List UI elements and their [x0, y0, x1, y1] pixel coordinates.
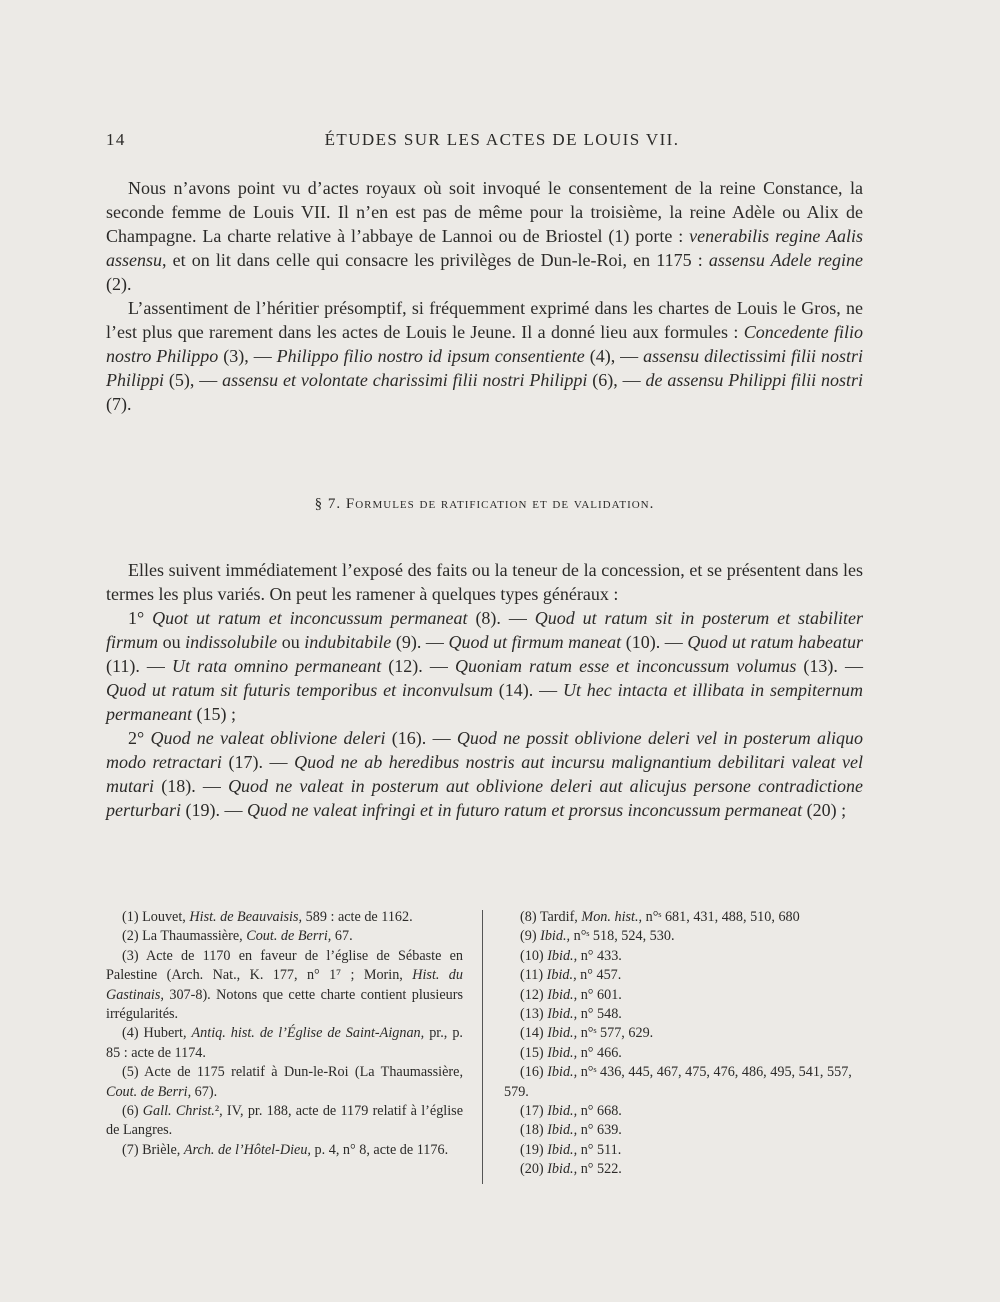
text-run: (6) [122, 1103, 143, 1120]
text-run: (9). — [391, 632, 449, 652]
text-run: (7) Brièle, [122, 1141, 184, 1158]
text-run: n° 548. [577, 1006, 622, 1023]
footnote [504, 1160, 863, 1179]
text-run: 307-8). Notons que cette charte contient plusieurs irrégularités. [106, 986, 463, 1023]
text-run: n° 522. [577, 1161, 622, 1178]
footnote [504, 908, 863, 927]
text-run: Nous n’avons point vu d’actes royaux où soit invoqué le consentement de la reine Constance, la seconde femme de Louis VII. Il n’en est pas de même pour la troisième, la reine Adèle ou Alix de Champagne. La charte relative à l’abbaye de Lannoi ou de Briostel (1) porte : [106, 178, 863, 246]
text-run: (16). — [385, 728, 457, 748]
text-run: (12) [520, 986, 548, 1003]
footnote [106, 1102, 463, 1141]
footnote [504, 1024, 863, 1043]
footnote [504, 1102, 863, 1121]
text-run: (17). — [221, 752, 295, 772]
text-run: 1° [128, 608, 153, 628]
text-run: , et on lit dans celle qui consacre les privilèges de Dun-le-Roi, en 1175 : [162, 250, 709, 270]
text-run: (19) [520, 1141, 548, 1158]
footnote [504, 1063, 863, 1102]
italic-run: Ibid., [547, 1122, 578, 1139]
text-run: (9) [520, 928, 541, 945]
text-run: pr., p. 85 : acte de 1174. [106, 1025, 463, 1061]
text-run: n° 511. [577, 1141, 622, 1158]
text-run: (15) [520, 1044, 548, 1061]
text-run: n° 457. [576, 967, 622, 984]
paragraph [106, 726, 863, 822]
text-run: n°ˢ 681, 431, 488, 510, 680 [642, 909, 800, 925]
footnote [106, 908, 463, 927]
footnote [504, 986, 863, 1005]
paragraph [106, 296, 863, 416]
footnote [106, 947, 463, 1025]
italic-run: Quoniam ratum esse et inconcussum volumus [454, 656, 797, 676]
italic-run: Philippo filio nostro id ipsum consentiente [276, 346, 585, 366]
italic-run: Antiq. hist. de l’Église de Saint-Aignan, [191, 1025, 425, 1042]
footnote [106, 1141, 463, 1160]
text-run: (13) [520, 1006, 548, 1023]
italic-run: Ibid., [547, 1044, 578, 1061]
italic-run: Ibid., [546, 967, 577, 984]
italic-run: Ibid., [540, 928, 571, 945]
footnote [504, 947, 863, 966]
text-run: (14). — [492, 680, 563, 700]
italic-run: Ibid., [547, 986, 578, 1003]
text-run: L’assentiment de l’héritier présomptif, si fréquemment exprimé dans les chartes de Louis le Gros, ne l’est plus que rarement dans les actes de Louis le Jeune. Il a donné lieu aux formules : [106, 298, 863, 342]
paragraph [106, 558, 863, 606]
italic-run: Mon. hist., [581, 909, 643, 925]
footnote [504, 966, 863, 985]
italic-run: Ibid., [547, 1103, 578, 1120]
text-run: ou [277, 632, 305, 652]
text-run: (20) [520, 1161, 548, 1178]
text-run: (8). — [467, 608, 535, 628]
text-run: (10) [520, 947, 548, 964]
italic-run: Quod ne ab heredibus nostris aut incursu malignantium debilitari valeat vel mutari [106, 752, 863, 796]
text-run: (1) Louvet, [122, 909, 190, 925]
section-number: § 7. [314, 496, 342, 512]
text-run: (5) Acte de 1175 relatif à Dun-le-Roi (La Thaumassière, [122, 1064, 463, 1081]
text-run: (4), — [584, 346, 644, 366]
italic-run: Ibid., [547, 1141, 578, 1158]
text-run: (14) [520, 1025, 548, 1042]
italic-run: assensu dilectissimi filii nostri Philippi [106, 346, 863, 390]
footnote [106, 1024, 463, 1063]
italic-run: Quod ne valeat in posterum aut oblivione deleri aut alicujus persone contradictione perturbari [106, 776, 863, 820]
text-run: (10). — [621, 632, 688, 652]
text-run: (20) ; [802, 800, 847, 820]
footnote [504, 1005, 863, 1024]
text-run: n°ˢ 518, 524, 530. [570, 928, 675, 945]
text-run: (17) [520, 1103, 548, 1120]
italic-run: Ibid., [547, 1161, 578, 1178]
page-number: 14 [106, 130, 126, 149]
italic-run: Gall. Christ. [142, 1103, 215, 1120]
italic-run: venerabilis regine Aalis assensu [106, 226, 863, 270]
text-run: Elles suivent immédiatement l’exposé des faits ou la teneur de la concession, et se présentent dans les termes les plus variés. On peut les ramener à quelques types généraux : [106, 560, 863, 604]
running-title: ÉTUDES SUR LES ACTES DE LOUIS VII. [324, 130, 680, 149]
text-run: n°ˢ 436, 445, 467, 475, 476, 486, 495, 541, 557, 579. [504, 1064, 852, 1100]
text-run: (18) [520, 1122, 548, 1139]
italic-run: de assensu Philippi filii nostri [645, 370, 864, 390]
text-run: (2) La Thaumassière, [122, 928, 247, 945]
text-run: n° 639. [577, 1122, 622, 1139]
italic-run: assensu Adele regine [708, 250, 863, 270]
footnote-column-divider [482, 910, 483, 1184]
paragraph [106, 176, 863, 296]
italic-run: Quod ne possit oblivione deleri vel in posterum aliquo modo retractari [106, 728, 864, 772]
text-run: p. 4, n° 8, acte de 1176. [310, 1141, 449, 1158]
footnotes-left-column [106, 908, 463, 1160]
text-run: 67). [191, 1083, 218, 1100]
text-run: (3), — [218, 346, 277, 366]
italic-run: Hist. de Beauvaisis, [189, 909, 303, 925]
text-run: (19). — [181, 800, 248, 820]
footnote [504, 1121, 863, 1140]
italic-run: indubitabile [304, 632, 392, 652]
text-run: (6), — [587, 370, 646, 390]
paragraph [106, 606, 863, 726]
footnote [106, 927, 463, 946]
italic-run: Ibid., [547, 1006, 578, 1023]
text-run: (15) ; [191, 704, 236, 724]
italic-run: Ut rata omnino permaneant [171, 656, 382, 676]
text-run: n° 601. [577, 986, 622, 1003]
italic-run: Quot ut ratum et inconcussum permaneat [152, 608, 468, 628]
italic-run: Quod ut ratum sit futuris temporibus et inconvulsum [106, 680, 493, 700]
italic-run: Cout. de Berri, [246, 928, 332, 945]
footnote [504, 1044, 863, 1063]
text-run: (11). — [106, 656, 172, 676]
text-run: 589 : acte de 1162. [302, 909, 413, 925]
footnote [106, 1063, 463, 1102]
text-run: (13). — [796, 656, 863, 676]
italic-run: Ut hec intacta et illibata in sempiternum permaneant [106, 680, 863, 724]
text-run: 2° [128, 728, 151, 748]
text-run: (4) Hubert, [122, 1025, 192, 1042]
italic-run: assensu et volontate charissimi filii nostri Philippi [222, 370, 588, 390]
text-run: (2). [106, 274, 132, 294]
italic-run: Arch. de l’Hôtel-Dieu, [183, 1141, 311, 1158]
italic-run: Quod ut ratum sit in posterum et stabiliter firmum [106, 608, 863, 652]
text-run: n° 433. [577, 947, 622, 964]
text-run: (16) [520, 1064, 548, 1081]
text-run: n° 668. [577, 1103, 622, 1120]
italic-run: Quod ne valeat oblivione deleri [150, 728, 386, 748]
italic-run: indissolubile [185, 632, 278, 652]
text-run: ou [158, 632, 186, 652]
text-run: (5), — [164, 370, 223, 390]
text-run: (7). [106, 394, 132, 414]
page-header [106, 130, 898, 156]
text-run: n°ˢ 577, 629. [577, 1025, 654, 1042]
text-run: (3) Acte de 1170 en faveur de l’église de Sébaste en Palestine (Arch. Nat., K. 177, n° 1⁷ ; Morin, [106, 947, 463, 984]
italic-run: Quod ne valeat infringi et in futuro ratum et prorsus inconcussum permaneat [247, 800, 803, 820]
footnote [504, 1141, 863, 1160]
section-title: Formules de ratification et de validation. [345, 496, 655, 512]
text-run: (18). — [154, 776, 229, 796]
footnote [504, 927, 863, 946]
italic-run: Quod ut firmum maneat [448, 632, 622, 652]
footnotes-right-column [504, 908, 863, 1180]
text-run: (12). — [381, 656, 455, 676]
text-run: 67. [331, 928, 353, 945]
text-run: (8) Tardif, [520, 909, 582, 925]
italic-run: Quod ut ratum habeatur [687, 632, 863, 652]
text-run: ², IV, pr. 188, acte de 1179 relatif à l’église de Langres. [106, 1103, 463, 1139]
section-heading [106, 496, 863, 513]
text-run: n° 466. [577, 1044, 622, 1061]
italic-run: Ibid., [547, 947, 578, 964]
intro-text [106, 176, 863, 416]
section-text [106, 558, 863, 822]
italic-run: Concedente filio nostro Philippo [106, 322, 864, 366]
italic-run: Ibid., [547, 1064, 578, 1081]
italic-run: Cout. de Berri, [106, 1083, 192, 1100]
text-run: (11) [520, 967, 547, 984]
italic-run: Hist. du Gastinais, [106, 967, 463, 1003]
italic-run: Ibid., [547, 1025, 578, 1042]
